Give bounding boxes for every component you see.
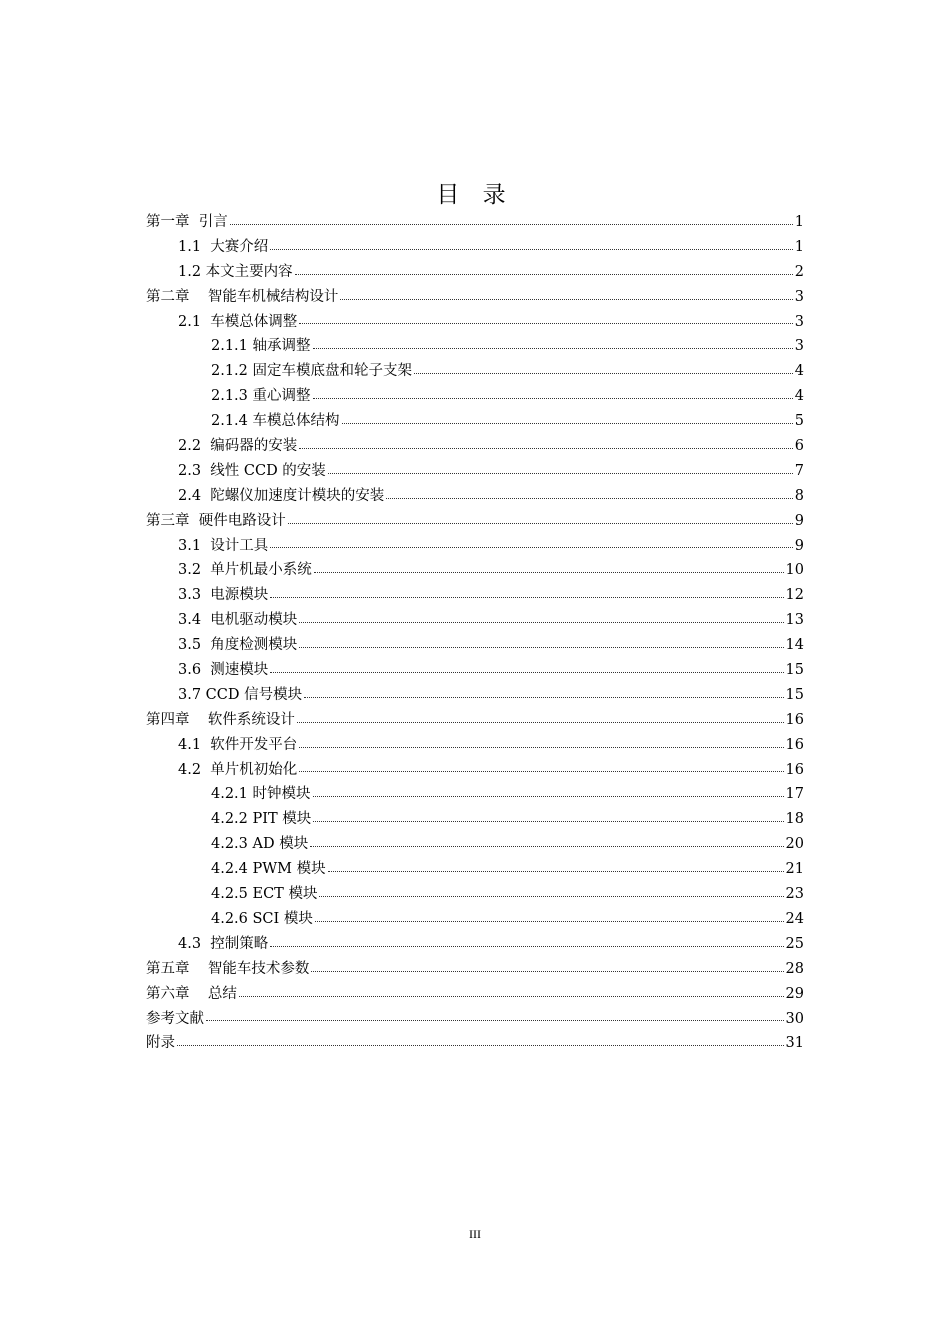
toc-entry-page: 23 [785,886,804,903]
toc-entry-page: 21 [785,861,804,878]
toc-entry-label: 3.5 角度检测模块 [178,637,298,654]
page-number: III [469,1227,481,1241]
toc-entry-label: 2.3 线性 CCD 的安装 [178,462,326,479]
table-of-contents [146,210,804,1056]
toc-entry-page: 8 [794,487,804,504]
dot-leader [299,746,783,748]
toc-entry-page: 16 [785,711,804,728]
toc-entry-page: 10 [785,562,804,579]
dot-leader [304,696,783,698]
dot-leader [206,1019,784,1021]
toc-entry-label: 第一章 引言 [146,214,228,230]
toc-entry-page: 7 [794,462,804,479]
toc-entry-label: 第三章 硬件电路设计 [146,512,286,529]
dot-leader [414,372,793,374]
toc-entry-label: 参考文献 [146,1010,204,1027]
dot-leader [315,920,784,922]
dot-leader [313,795,784,797]
dot-leader [313,397,793,399]
toc-entry[interactable] [146,534,804,559]
toc-entry-label: 3.7 CCD 信号模块 [178,686,303,703]
toc-entry-page: 15 [785,662,804,679]
dot-leader [177,1044,784,1046]
toc-entry-page: 13 [785,612,804,629]
toc-entry-label: 3.3 电源模块 [178,587,269,604]
toc-entry-page: 28 [785,960,804,977]
toc-entry-page: 18 [785,811,804,828]
toc-entry[interactable] [146,758,804,783]
dot-leader [295,273,793,275]
toc-entry[interactable] [146,782,804,807]
toc-entry[interactable] [146,359,804,384]
toc-entry-page: 15 [785,686,804,703]
toc-entry[interactable] [146,932,804,957]
dot-leader [288,522,793,524]
toc-entry[interactable] [146,509,804,534]
toc-entry-label: 4.2 单片机初始化 [178,761,298,778]
toc-entry[interactable] [146,434,804,459]
toc-entry[interactable] [146,907,804,932]
dot-leader [270,671,783,673]
dot-leader [314,571,784,573]
page-title: 目 录 [436,182,514,208]
toc-entry-page: 2 [794,263,804,280]
toc-entry-page: 25 [785,935,804,952]
toc-entry-page: 6 [794,438,804,455]
dot-leader [342,422,793,424]
toc-entry-label: 2.4 陀螺仪加速度计模块的安装 [178,487,385,504]
dot-leader [328,870,784,872]
toc-entry[interactable] [146,857,804,882]
toc-entry[interactable] [146,882,804,907]
toc-entry-label: 附录 [146,1035,175,1052]
toc-entry-page: 1 [794,214,804,230]
toc-entry[interactable] [146,1007,804,1032]
toc-entry[interactable] [146,832,804,857]
toc-entry[interactable] [146,1031,804,1056]
toc-entry-page: 29 [785,985,804,1002]
toc-entry-label: 2.1.3 重心调整 [211,388,311,405]
toc-entry[interactable] [146,384,804,409]
toc-entry-page: 31 [785,1035,804,1052]
dot-leader [310,845,783,847]
toc-entry-label: 第四章 软件系统设计 [146,711,295,728]
toc-entry-label: 第二章 智能车机械结构设计 [146,288,339,305]
toc-entry-page: 30 [785,1010,804,1027]
dot-leader [239,995,784,997]
toc-entry[interactable] [146,210,804,235]
toc-entry-label: 4.2.5 ECT 模块 [211,886,318,903]
toc-entry-label: 4.1 软件开发平台 [178,736,298,753]
toc-entry-label: 4.2.2 PIT 模块 [211,811,312,828]
toc-entry[interactable] [146,683,804,708]
toc-entry-label: 4.2.4 PWM 模块 [211,861,326,878]
toc-entry-page: 4 [794,363,804,380]
toc-entry-page: 3 [794,313,804,330]
toc-entry-page: 3 [794,338,804,355]
toc-entry-label: 3.2 单片机最小系统 [178,562,312,579]
toc-entry-label: 3.4 电机驱动模块 [178,612,298,629]
toc-entry[interactable] [146,608,804,633]
dot-leader [313,820,783,822]
toc-entry[interactable] [146,558,804,583]
dot-leader [299,621,783,623]
dot-leader [299,770,783,772]
dot-leader [270,945,783,947]
toc-entry-label: 3.1 设计工具 [178,537,269,554]
toc-entry[interactable] [146,459,804,484]
toc-entry-page: 9 [794,537,804,554]
dot-leader [328,472,793,474]
toc-entry-page: 12 [785,587,804,604]
toc-entry-label: 1.1 大赛介绍 [178,238,269,255]
toc-entry[interactable] [146,310,804,335]
dot-leader [386,497,792,499]
toc-entry[interactable] [146,260,804,285]
toc-entry-page: 16 [785,761,804,778]
toc-entry-page: 14 [785,637,804,654]
toc-entry[interactable] [146,285,804,310]
toc-entry[interactable] [146,409,804,434]
toc-entry-label: 第六章 总结 [146,985,237,1002]
toc-entry-page: 24 [785,910,804,927]
dot-leader [270,596,783,598]
dot-leader [299,322,792,324]
toc-entry[interactable] [146,957,804,982]
dot-leader [299,447,792,449]
toc-entry-label: 1.2 本文主要内容 [178,263,293,280]
toc-entry-label: 4.2.6 SCI 模块 [211,910,313,927]
toc-entry-label: 2.1.1 轴承调整 [211,338,311,355]
toc-entry-label: 4.2.1 时钟模块 [211,786,311,803]
toc-entry-page: 17 [785,786,804,803]
toc-entry[interactable] [146,633,804,658]
toc-entry-page: 3 [794,288,804,305]
toc-entry-label: 2.1.4 车模总体结构 [211,413,340,430]
toc-entry-label: 2.2 编码器的安装 [178,438,298,455]
toc-entry-page: 1 [794,238,804,255]
dot-leader [270,248,792,250]
dot-leader [313,347,793,349]
dot-leader [270,546,792,548]
toc-entry-label: 第五章 智能车技术参数 [146,960,310,977]
toc-entry-page: 20 [785,836,804,853]
dot-leader [340,298,792,300]
toc-entry[interactable] [146,334,804,359]
toc-entry-label: 4.3 控制策略 [178,935,269,952]
toc-entry-label: 2.1.2 固定车模底盘和轮子支架 [211,363,413,380]
toc-entry-page: 4 [794,388,804,405]
toc-entry[interactable] [146,583,804,608]
toc-entry[interactable] [146,708,804,733]
dot-leader [299,646,783,648]
dot-leader [297,721,784,723]
toc-entry[interactable] [146,235,804,260]
dot-leader [319,895,783,897]
toc-entry[interactable] [146,733,804,758]
toc-entry-page: 5 [794,413,804,430]
toc-entry[interactable] [146,807,804,832]
toc-entry-label: 2.1 车模总体调整 [178,313,298,330]
toc-entry-label: 4.2.3 AD 模块 [211,836,309,853]
toc-entry-label: 3.6 测速模块 [178,662,269,679]
dot-leader [230,223,793,225]
toc-entry-page: 9 [794,512,804,529]
toc-entry[interactable] [146,658,804,683]
toc-entry[interactable] [146,484,804,509]
toc-entry[interactable] [146,982,804,1007]
dot-leader [311,970,783,972]
toc-entry-page: 16 [785,736,804,753]
